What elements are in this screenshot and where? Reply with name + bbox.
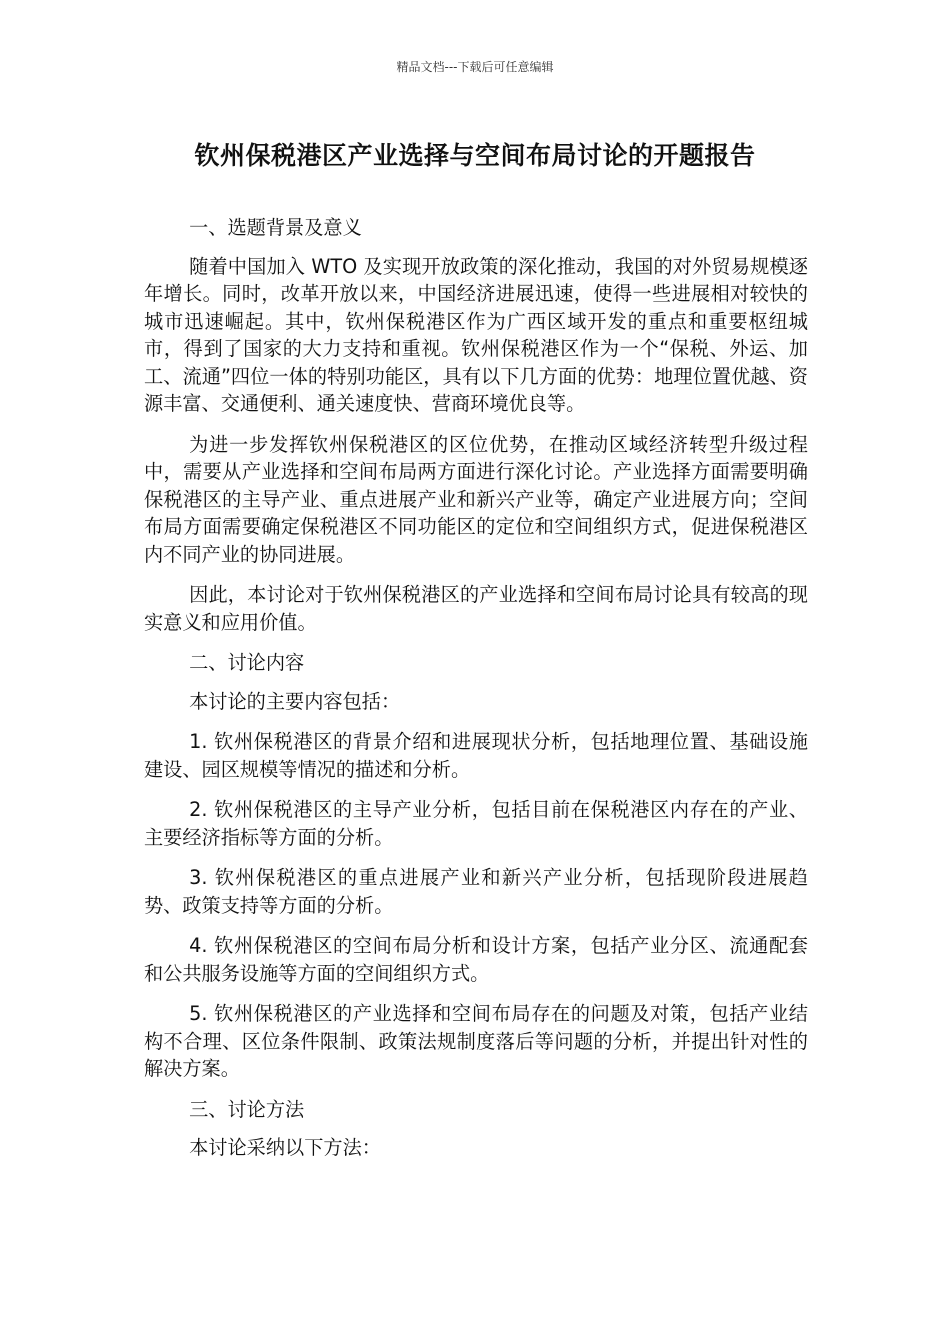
list-item-content-2: 2. 钦州保税港区的主导产业分析，包括目前在保税港区内存在的产业、主要经济指标等方面的分析。 bbox=[144, 798, 808, 849]
paragraph-methods-intro: 本讨论采纳以下方法： bbox=[189, 1136, 381, 1159]
section-heading-methods: 三、讨论方法 bbox=[189, 1097, 305, 1121]
paragraph-background: 随着中国加入 WTO 及实现开放政策的深化推动，我国的对外贸易规模逐年增长。同时，改革开放以来，中国经济进展迅速，使得一些进展相对较快的城市迅速崛起。其中，钦州保税港区作为广西区域开发的重点和重要枢纽城市，得到了国家的大力支持和重视。钦州保税港区作为一个“保税、外运、加工、流通”四位一体的特别功能区，具有以下几方面的优势：地理位置优越、资源丰富、交通便利、通关速度快、营商环境优良等。 bbox=[144, 254, 808, 415]
section-heading-background: 一、选题背景及意义 bbox=[189, 216, 362, 239]
paragraph-significance: 因此，本讨论对于钦州保税港区的产业选择和空间布局讨论具有较高的现实意义和应用价值。 bbox=[144, 583, 808, 634]
list-item-content-3: 3. 钦州保税港区的重点进展产业和新兴产业分析，包括现阶段进展趋势、政策支持等方面的分析。 bbox=[144, 866, 808, 917]
paragraph-purpose: 为进一步发挥钦州保税港区的区位优势，在推动区域经济转型升级过程中，需要从产业选择和空间布局两方面进行深化讨论。产业选择方面需要明确保税港区的主导产业、重点进展产业和新兴产业等，确定产业进展方向；空间布局方面需要确定保税港区不同功能区的定位和空间组织方式，促进保税港区内不同产业的协同进展。 bbox=[144, 432, 808, 566]
list-item-content-1: 1. 钦州保税港区的背景介绍和进展现状分析，包括地理位置、基础设施建设、园区规模等情况的描述和分析。 bbox=[144, 730, 808, 781]
section-heading-content: 二、讨论内容 bbox=[189, 651, 305, 674]
document-body bbox=[144, 214, 808, 1175]
list-item-content-5: 5. 钦州保税港区的产业选择和空间布局存在的问题及对策，包括产业结构不合理、区位条件限制、政策法规制度落后等问题的分析，并提出针对性的解决方案。 bbox=[144, 1002, 808, 1080]
paragraph-content-intro: 本讨论的主要内容包括： bbox=[189, 689, 401, 713]
document-title: 钦州保税港区产业选择与空间布局讨论的开题报告 bbox=[194, 141, 756, 170]
list-item-content-4: 4. 钦州保税港区的空间布局分析和设计方案，包括产业分区、流通配套和公共服务设施等方面的空间组织方式。 bbox=[144, 934, 808, 985]
header-note: 精品文档---下载后可任意编辑 bbox=[396, 60, 554, 74]
